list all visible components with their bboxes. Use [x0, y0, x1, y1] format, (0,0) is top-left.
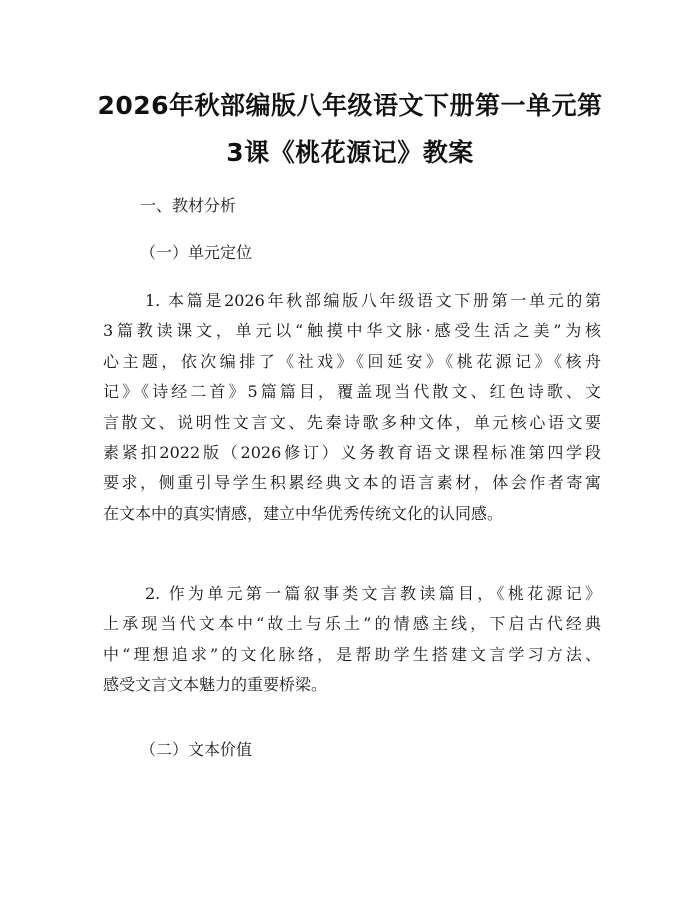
paragraph-line: 要求，侧重引导学生积累经典文本的语言素材，体会作者寄寓: [103, 473, 601, 493]
paragraph-unit-position: [103, 286, 601, 529]
section-heading-textbook-analysis: 一、教材分析: [140, 196, 237, 215]
subsection-heading-text-value: （二）文本价值: [140, 740, 253, 759]
paragraph-line: 3篇教读课文，单元以“触摸中华文脉·感受生活之美”为核: [103, 321, 601, 341]
paragraph-line: 素紧扣2022版（2026修订）义务教育语文课程标准第四学段: [103, 443, 601, 463]
paragraph-line: 中“理想追求”的文化脉络，是帮助学生搭建文言学习方法、: [103, 644, 601, 664]
paragraph-line: 上承现当代文本中“故土与乐土”的情感主线，下启古代经典: [103, 614, 601, 634]
paragraph-line: 言散文、说明性文言文、先秦诗歌多种文体，单元核心语文要: [103, 412, 601, 432]
paragraph-line: 在文本中的真实情感，建立中华优秀传统文化的认同感。: [103, 503, 504, 523]
paragraph-line: 心主题，依次编排了《社戏》《回延安》《桃花源记》《核舟: [103, 351, 601, 371]
paragraph-bridge-role: [103, 579, 601, 701]
paragraph-line: 记》《诗经二首》5篇篇目，覆盖现当代散文、红色诗歌、文: [103, 382, 601, 402]
paragraph-line: 2. 作为单元第一篇叙事类文言教读篇目，《桃花源记》: [145, 584, 601, 603]
subsection-heading-unit-position: （一）单元定位: [140, 243, 253, 262]
paragraph-line: 1. 本篇是2026年秋部编版八年级语文下册第一单元的第: [145, 291, 601, 310]
paragraph-line: 感受文言文本魅力的重要桥梁。: [103, 675, 328, 695]
document-title-line-2: 3课《桃花源记》教案: [226, 138, 474, 167]
document-title-line-1: 2026年秋部编版八年级语文下册第一单元第: [97, 91, 603, 120]
